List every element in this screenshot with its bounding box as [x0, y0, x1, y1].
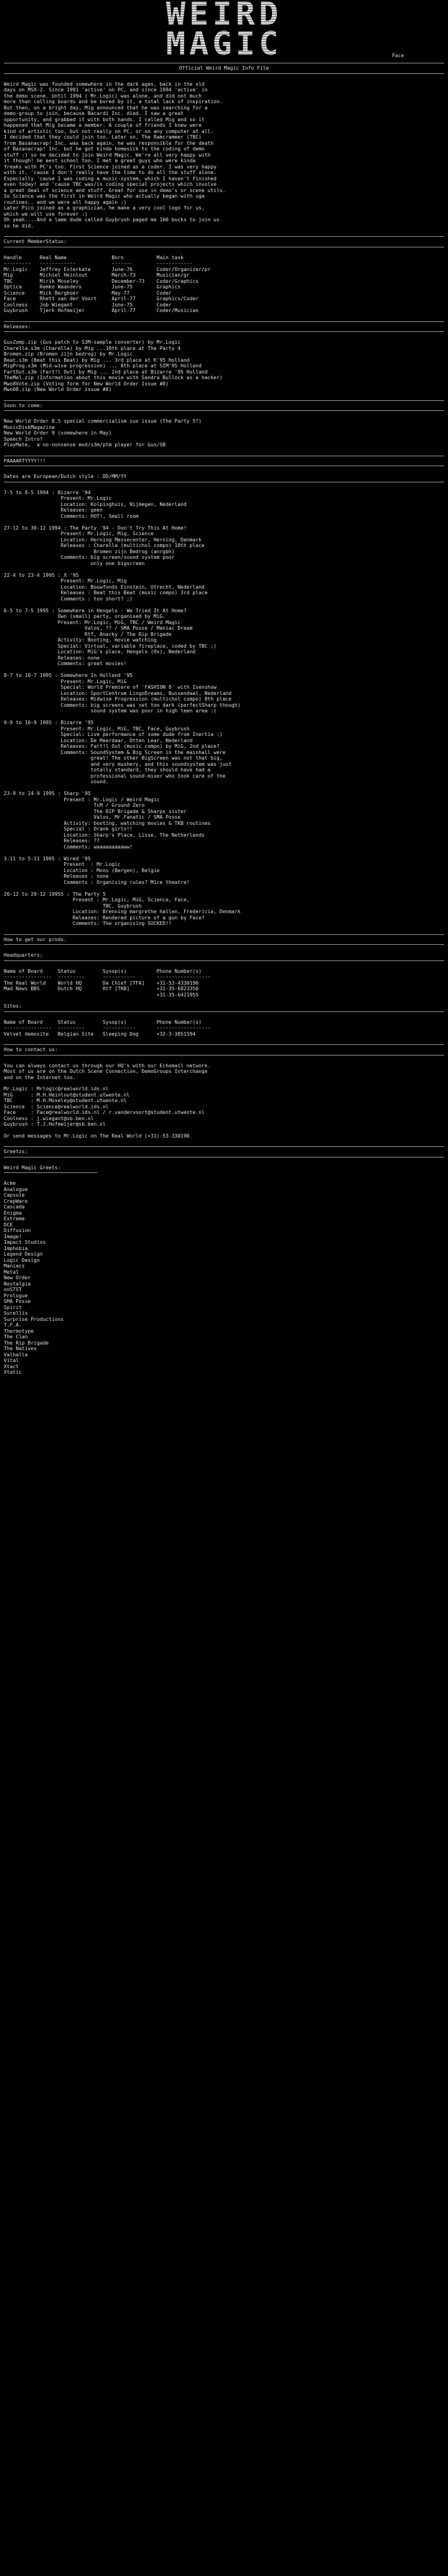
contact-send: Or send messages to Mr.Logic on The Real World (+31)-53-330190	[4, 1133, 190, 1139]
greet-item: Diffusion	[4, 1228, 31, 1233]
contact-row	[4, 1121, 444, 1128]
greet-item: Legend Design	[4, 1251, 43, 1257]
contact-row	[4, 1110, 444, 1116]
member-cell: Musician/gr	[156, 272, 190, 278]
member-cell: Main task	[156, 254, 184, 260]
member-row	[4, 308, 444, 314]
member-cell: Science	[4, 290, 40, 296]
greet-item: The Clan	[4, 1334, 28, 1340]
hq-cell: The Real World	[4, 980, 58, 986]
member-cell: March-73	[111, 272, 157, 278]
member-cell: Graphics/Coder	[156, 296, 199, 301]
divider	[4, 960, 444, 961]
greet-item: Capsule	[4, 1192, 25, 1198]
contact-table	[0, 1086, 448, 1128]
divider	[4, 410, 444, 411]
greet-item: Vital	[4, 1358, 19, 1363]
contact-cell: : M.H.Heinlout@student.utwente.nl	[30, 1092, 130, 1098]
divider	[4, 321, 444, 322]
contact-row	[4, 1116, 444, 1122]
greet-item: Extreme	[4, 1216, 25, 1221]
member-cell: December-73	[111, 278, 157, 284]
site-header	[4, 1019, 444, 1026]
contact-cell: : M.H.Moseley@student.utwente.nl	[30, 1098, 127, 1103]
party-shout: PAAAARTYYYY!!!	[4, 458, 46, 464]
hq-underline: ---------------- --------- ----------- ------------------	[4, 974, 211, 980]
divider	[4, 944, 444, 945]
logo-line-magic: MAGIC	[166, 25, 282, 57]
member-underline: --------- ------------ ------- ------------	[4, 260, 217, 266]
contact-cell: Science	[4, 1103, 31, 1110]
hq-table	[0, 968, 448, 998]
greet-item: Cascada	[4, 1204, 25, 1210]
hq-cell: +31-53-4330190	[156, 980, 199, 986]
hq-cell: Da Chief [TFA]	[102, 980, 157, 986]
member-cell: April-77	[111, 296, 157, 301]
releases-list: GusZomp.zip (Gus patch to S3M-sample converter) by Mr.Logic Charella.s3m (Charella) by Mig ...10th place at The Party 4 Bromen.zip (Bromen zijn bedrog) by Mr.Logic Beat.s3m (Beat this Beat) by Mig ... 3rd place at K'95 Holland MigProg.s3m (Mid-wise progression) ... 8th place at SIM'95 Holland FartOut.s3m (Fart!l Out) by Mig ... 2nd place at Bizarre '95 Holland TheMel.zip (Information about this movie with Sandra Bullock as a hacker) Mwo8Vote.zip (Voting form for New World Order Issue #8) Mwo08.zip (New World Order issue #8)	[4, 339, 223, 392]
member-cell: June-75	[111, 301, 157, 308]
member-cell: June-76	[111, 266, 157, 272]
member-cell: April-77	[111, 308, 157, 313]
divider	[4, 1011, 444, 1012]
greet-item: onSTST	[4, 1287, 22, 1292]
divider	[4, 400, 444, 401]
greet-item: T.F.A.	[4, 1322, 22, 1328]
hq-cell: Rtf [TKB]	[102, 986, 157, 991]
greet-item: DCE	[4, 1221, 13, 1228]
greet-item: Spirit	[4, 1304, 22, 1310]
page-title: Official Weird Magic Info File	[179, 65, 269, 71]
contact-cell: Guybrush	[4, 1121, 31, 1127]
site-cell: Phone Number(s)	[156, 1019, 202, 1025]
member-cell: Coder/Musician	[156, 308, 199, 313]
member-cell: Handle	[4, 254, 40, 260]
hq-cell: +31-35-6421955	[156, 991, 199, 998]
hq-cell: Status	[57, 968, 103, 974]
member-cell: Mirik Moseley	[39, 278, 112, 284]
hq-heading: Headquarters:	[4, 952, 43, 958]
contact-cell: MiG	[4, 1092, 31, 1098]
greet-item: The Rip Brigade	[4, 1340, 49, 1346]
contact-row	[4, 1098, 444, 1104]
member-cell: Coder/Organizer/pr	[156, 266, 211, 272]
hq-cell: Phone Number(s)	[156, 968, 202, 974]
site-cell: Status	[57, 1019, 103, 1025]
divider	[4, 331, 444, 332]
parties-list: 7-5 to 8-5 1994 : Bizarre '94 Present: Mr.Logic Location: Kolpinghuis, Nijmegen, Nederland Releases: geen Comments: HOT!, Small room 27-12 to 30-12 1994 : The Party '94 - Don't Try This At Home! Present: Mr.Logic, Mig, Science Location: Herning Messecenter, Herning, Denmark Releases : Charella (multichol compo) 10th place Bromen zijn Bedrog (anrgbh) Comments: big screen/sound system poor only one bigscreen 22-4 to 23-4 1995 : X '95 Present: Mr.Logic, Mig Location: Bouwfonds Einstein, Utrecht, Nederland Releases : Beat this Beat (music compo) 3rd place Comments : too short? ;) 6-5 to 7-5 1995 : Somewhere in Hengelo - We Tried It At Home? Own (small) party, organised by MiG. Present: Mr.Logic, MiG, TBC / Weird Magic Valos, ?? / SMA Posse / Maniac Dream Rtf, Anarky / The Rip Brigade Activity: Booting, movie watching Special: Virtual, variable fireplace, coded by TBC ;) Location: MiG's place, Hengelo (Ov), Nederland Releases: none Comments: great movies! 8-7 to 10-7 1995 : Somewhere In Holland '95 Present: Mr.Logic, MiG Special: World Premiere of 'FASHION 8' with Isenshow Location: SportCentrum LingoDreams, Bussendaal, Nederland Releases: Midwise Progression (multichol compo) 8th place Comments: big screens was set too dark (perfectSharp though) sound system was poor in high teen area :( 9-9 to 10-9 1995 : Bizarre '95 Present: Mr.Logic, MiG, TBC, Face, Guybrush Special: Live performance of some dude from Inertia :) Location: De Meerdaar, Otten Lear, Nederland Releases: Fart!l Out (music compo) by MiG, 2nd place? Comments: SoundSystem & Big Screen in the mainhall were great! The other BigScreen was not that big, and very mushery, and this soundsystem was just totally standard, they should have had a professional sound-mixer who took care of the sound. 23-9 to 24-9 1995 : Sharp '95 Present : Mr.Logic / Weird Magic TcM / Ground Zero The RIP Brigade & Sharps sister Valos, Mr.Fanatic / SMA Posse Activity: booting, watching movies & TKB routines Special : Drank girls!! Location: Sharp's Place, Lisse, The Netherlands Releases: ?? Comments: waaaaaaaaaww! 3-11 to 5-11 1995 : Wired '95 Present : Mr.Logic Location : Mons (Bergen), Belgie Releases : none Comments : Organising rules? Mice theatre! 26-12 to 29-12 19955 : The Party 5 Present : Mr.Logic, MiG, Science, Face, TBC, Guybrush Location: Brenning margrethe hallen, Fredericia, Denmark Releases: Rendered picture of a gun by Face? Comments: The organising SUCKED!!	[4, 489, 241, 926]
member-cell: TBC	[4, 278, 40, 284]
members-table	[0, 255, 448, 314]
greets-subheading: Weird Magic Greets:	[4, 1164, 61, 1171]
site-cell: Sysop(s)	[102, 1019, 157, 1025]
greet-item: Valhalla	[4, 1351, 28, 1358]
divider	[4, 1055, 444, 1056]
member-header	[4, 255, 444, 261]
contact-cell: : T.J.Hofmeijer@sb.ben.nl	[30, 1121, 106, 1127]
divider	[4, 1146, 444, 1147]
member-cell: Rhett van der Voort	[39, 296, 112, 301]
divider	[4, 1172, 97, 1173]
contact-cell: : Face@realworld.ids.nl / r.vandervoort@student.utwente.nl	[30, 1110, 205, 1115]
greet-item: Surprise Productions	[4, 1316, 64, 1322]
member-cell: Born	[111, 254, 157, 260]
member-cell: Tjerk Hofmeijer	[39, 308, 112, 313]
member-row	[4, 278, 444, 285]
greet-item: SMA Posse	[4, 1299, 31, 1304]
greet-item: Prologue	[4, 1292, 28, 1299]
member-cell: Coder	[156, 290, 172, 296]
site-row	[4, 1031, 444, 1037]
hq-cell: +31-35-6823350	[156, 986, 199, 991]
site-underline: ---------------- --------- ----------- ------------------	[4, 1025, 211, 1031]
member-cell: Coder/Graphics	[156, 278, 199, 284]
member-row	[4, 284, 444, 290]
greets-heading: Greetzs:	[4, 1149, 28, 1154]
greet-item: Impact Studios	[4, 1240, 46, 1245]
site-cell: +32-3-3851594	[156, 1031, 196, 1037]
contact-row	[4, 1086, 444, 1092]
weird-magic-logo	[12, 0, 436, 57]
greet-item: Nostalgia	[4, 1281, 31, 1287]
contact-cell: : j.wiegant@sb.ben.nl	[30, 1115, 94, 1121]
hq-cell: Dutch HQ	[57, 986, 103, 991]
member-cell: May-77	[111, 290, 157, 296]
greet-item: Imphobia	[4, 1245, 28, 1251]
parties-heading: Dates are European/Dutch style : DD/MM/YY	[4, 474, 127, 479]
member-row	[4, 290, 444, 297]
site-cell: Belgian Site	[57, 1031, 103, 1037]
member-row	[4, 272, 444, 278]
sites-heading: Sites:	[4, 1003, 22, 1009]
hq-row	[4, 986, 444, 992]
divider	[4, 236, 444, 237]
contact-cell: Face	[4, 1110, 31, 1115]
greet-item: Enigma	[4, 1210, 22, 1216]
site-cell: Sleeping Dog	[102, 1031, 157, 1037]
member-row	[4, 267, 444, 273]
releases-heading: Releases:	[4, 323, 31, 329]
divider	[4, 73, 444, 74]
greet-item: New Order	[4, 1275, 31, 1281]
contact-cell: TBC	[4, 1098, 31, 1103]
contact-cell: : Science@realworld.ids.nl	[30, 1103, 109, 1110]
hq-cell: Name of Board	[4, 968, 58, 974]
contact-row	[4, 1104, 444, 1110]
hq-cell: World HQ	[57, 980, 103, 986]
intro-text: Weird Magic was founded somewhere in the dark ages, back in the old days on MSX-2. Since 1991 'active' on PC, and since 1994 'active' in the demo scene. Until 1994 ( Mr.Logic) was alone, and did not much more than calling boards and be bored by it, a total lack of inspiration. But then, on a bright day, Mig announced that he was searching for a demo-group to join, because Bacardi Inc. died. I saw a great opportunity, and grabbed it with both hands. I called Mig and so it happened that Mig became a member. A couple of friends I knew were kind of artistic too, but not really on PC, or on any computer at all. I decided that they could join too. Later on, The Ramcrammer (TBC) from Basanacrap! Inc. was back again, he was responsible for the death of Basanacrap! Inc. but he got kinda homesick to the coding of demo stuff :) so he decided to join Weird Magic. We're all very happy with it though! he eest school too. I met a great guys who were kinda freaks with PC's too. First Science joined as a coder. I was very happy with it, 'cause I don't really have the time to do all the stuff alone. Especially 'cause I was coding a music-system, which I haven't finished even today! and 'cause TBC was/is coding special projects which involve a great deal of science and stuff. Great for use in demo's or scene utils. So Science was the first in Weird Magic who actually began with uga routines.. and we were all happy again :) Later Pico joined as a graphician, he make a very cool logo for us, which we will use forever :) Oh yeah....And a lame dude called Guybrush paged me 100 bucks to join us so he did.	[4, 81, 226, 229]
member-cell: Jeffrey Esterkate	[39, 266, 112, 272]
member-cell: Remko Waanders	[39, 284, 112, 290]
member-cell: Face	[4, 296, 40, 301]
greet-item: Metal	[4, 1269, 19, 1275]
contact-cell: Mr.Logic	[4, 1086, 31, 1092]
greet-item: Maniacs	[4, 1263, 25, 1269]
greet-item: Xtact	[4, 1363, 19, 1369]
contact-heading: How to contact us:	[4, 1047, 58, 1052]
greet-item: Image!	[4, 1233, 22, 1240]
divider	[4, 1044, 444, 1045]
member-cell: June-75	[111, 284, 157, 290]
members-heading: Current MemberStatus:	[4, 239, 67, 244]
member-cell: Mr.Logic	[4, 266, 40, 272]
soon-heading: Soon to come:	[4, 402, 43, 408]
member-cell: Guybrush	[4, 308, 40, 313]
member-cell: Coder	[156, 301, 172, 308]
hq-cell	[103, 992, 157, 998]
contact-row	[4, 1092, 444, 1098]
info-file	[0, 61, 448, 1376]
hq-cell: Mad News BBS	[4, 986, 58, 991]
greet-item: Analogue	[4, 1186, 28, 1192]
hq-row	[4, 980, 444, 987]
member-cell: Job Wiegant	[39, 301, 112, 308]
member-cell: Optica	[4, 284, 40, 290]
logo-line-weird: WEIRD	[166, 0, 282, 33]
member-cell: Graphics	[156, 284, 181, 290]
greet-item: CrepWare	[4, 1198, 28, 1204]
contact-cell: : Mrlogic@realworld.ids.nl	[30, 1086, 109, 1092]
prods-heading: How to get our prods.	[4, 936, 67, 942]
greet-item: Logic Design	[4, 1257, 40, 1263]
member-cell: Mig	[4, 272, 40, 278]
sites-table	[0, 1019, 448, 1037]
member-row	[4, 296, 444, 302]
member-cell: Michiel Heinlout	[39, 272, 112, 278]
hq-cell	[4, 992, 58, 998]
greet-item: Acme	[4, 1180, 16, 1186]
greet-item: Xtatic	[4, 1369, 22, 1375]
contact-intro: You can always contact us through our HQ's with our Echomail network. Most of us are on the Dutch Scene Connection, DemoGroups Interchange and on the Internet too.	[4, 1062, 211, 1080]
hq-cell	[58, 992, 103, 998]
hq-header	[4, 968, 444, 975]
hq-cell: Sysop(s)	[102, 968, 157, 974]
member-cell: Coolness	[4, 301, 40, 308]
logo-credit: Face	[392, 53, 404, 58]
greet-item: Thermotype	[4, 1328, 34, 1334]
greet-item: The Natives	[4, 1346, 37, 1351]
greets-list	[0, 1180, 448, 1376]
soon-list: New World Order 8.5 special commercialism sux issue (The Party 5?) MusicDiskMagazine New World Order 9 (somewhere in May) Speech Intro? PlayMate, a no-nonsense mod/s3m/ptm player for Gus/SB	[4, 418, 202, 448]
divider	[4, 934, 444, 935]
member-row	[4, 302, 444, 308]
member-cell: Mick Bergboer	[39, 290, 112, 296]
member-cell: Real Name	[39, 254, 112, 260]
site-cell: Velvet demosite	[4, 1031, 58, 1037]
contact-cell: Coolness	[4, 1115, 31, 1121]
greet-item: Surellis	[4, 1310, 28, 1316]
hq-row	[4, 992, 444, 998]
site-cell: Name of Board	[4, 1019, 58, 1025]
